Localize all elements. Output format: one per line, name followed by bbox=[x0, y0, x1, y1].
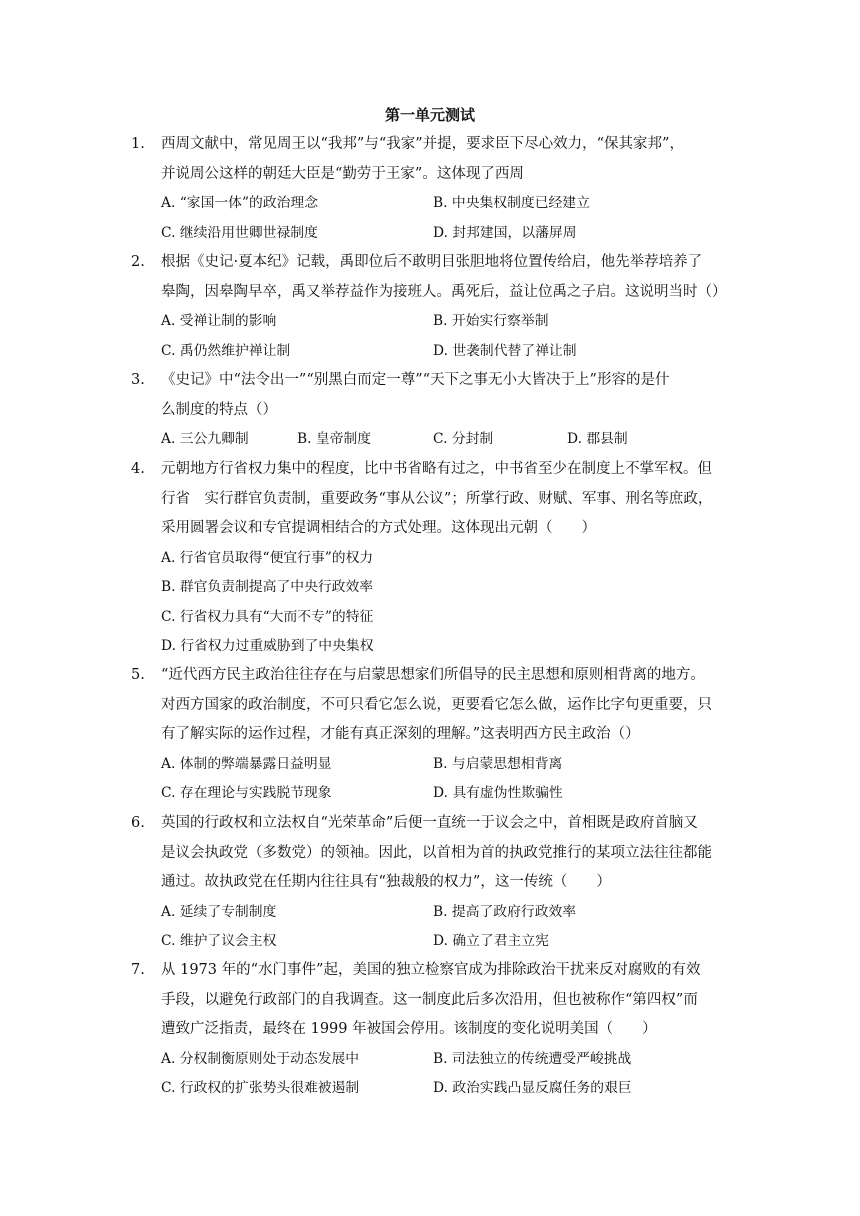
option-d: D. 世袭制代替了禅让制 bbox=[433, 342, 577, 359]
option-d: D. 郡县制 bbox=[567, 431, 628, 447]
question-line: 根据《史记·夏本纪》记载，禹即位后不敢明目张胆地将位置传给启，他先举荐培养了 bbox=[161, 254, 703, 270]
question-number: 5. bbox=[131, 667, 145, 683]
option-d: D. 确立了君主立宪 bbox=[433, 933, 549, 949]
question-line: 行省 实行群官负责制，重要政务“事从公议”；所掌行政、财赋、军事、刑名等庶政， bbox=[161, 490, 713, 507]
option-b: B. 开始实行察举制 bbox=[433, 313, 549, 329]
question-line: 《史记》中“法令出一”“别黑白而定一尊”“天下之事无小大皆决于上”形容的是什 bbox=[161, 372, 670, 388]
question-number: 7. bbox=[131, 962, 145, 978]
question-line: 通过。故执政党在任期内往往具有“独裁般的权力”，这一传统（ ） bbox=[161, 874, 611, 890]
question-line: 皋陶，因皋陶早卒，禹又举荐益作为接班人。禹死后，益让位禹之子启。这说明当时（） bbox=[161, 283, 727, 300]
question-number: 1. bbox=[131, 136, 145, 152]
option-a: A. 行省官员取得“便宜行事”的权力 bbox=[161, 549, 374, 566]
question-line: 有了解实际的运作过程，才能有真正深刻的理解。”这表明西方民主政治（） bbox=[161, 726, 640, 742]
option-d: D. 封邦建国，以藩屏周 bbox=[433, 224, 577, 241]
question-line: 手段，以避免行政部门的自我调查。这一制度此后多次沿用，但也被称作“第四权”而 bbox=[161, 991, 698, 1008]
option-c: C. 继续沿用世卿世禄制度 bbox=[161, 224, 318, 241]
option-b: B. 群官负责制提高了中央行政效率 bbox=[161, 579, 374, 595]
option-b: B. 中央集权制度已经建立 bbox=[433, 195, 590, 211]
question-line: “近代西方民主政治往往存在与启蒙思想家们所倡导的民主思想和原则相背离的地方。 bbox=[161, 667, 705, 683]
question-line: 采用圆署会议和专官提调相结合的方式处理。这体现出元朝（ ） bbox=[161, 520, 596, 536]
option-c: C. 分封制 bbox=[433, 431, 494, 447]
question-line: 是议会执政党（多数党）的领袖。因此，以首相为首的执政党推行的某项立法往往都能 bbox=[161, 844, 712, 861]
option-c: C. 维护了议会主权 bbox=[161, 933, 277, 949]
option-d: D. 具有虚伪性欺骗性 bbox=[433, 785, 563, 801]
question-number: 6. bbox=[131, 815, 145, 831]
question-line: 遭致广泛指责，最终在 1999 年被国会停用。该制度的变化说明美国（ ） bbox=[161, 1021, 657, 1037]
question-line: 西周文献中，常见周王以“我邦”与“我家”并提，要求臣下尽心效力，“保其家邦”， bbox=[161, 136, 684, 152]
option-d: D. 政治实践凸显反腐任务的艰巨 bbox=[433, 1080, 632, 1096]
question-line: 么制度的特点（） bbox=[161, 401, 277, 418]
option-c: C. 行省权力具有“大而不专”的特征 bbox=[161, 608, 374, 625]
option-a: A. 延续了专制制度 bbox=[161, 903, 277, 920]
question-number: 2. bbox=[131, 254, 145, 270]
question-line: 并说周公这样的朝廷大臣是“勤劳于王家”。这体现了西周 bbox=[161, 165, 524, 182]
option-b: B. 提高了政府行政效率 bbox=[433, 903, 577, 920]
question-line: 对西方国家的政治制度，不可只看它怎么说，更要看它怎么做，运作比字句更重要，只 bbox=[161, 696, 712, 713]
option-a: A. 分权制衡原则处于动态发展中 bbox=[161, 1050, 360, 1067]
option-c: C. 行政权的扩张势头很难被遏制 bbox=[161, 1080, 360, 1096]
option-a: A. 受禅让制的影响 bbox=[161, 313, 277, 329]
question-line: 从 1973 年的“水门事件”起，美国的独立检察官成为排除政治干扰来反对腐败的有效 bbox=[161, 962, 701, 978]
option-c: C. 存在理论与实践脱节现象 bbox=[161, 785, 332, 801]
option-a: A. 三公九卿制 bbox=[161, 431, 249, 447]
question-line: 元朝地方行省权力集中的程度，比中书省略有过之，中书省至少在制度上不掌军权。但 bbox=[161, 461, 712, 477]
option-b: B. 与启蒙思想相背离 bbox=[433, 755, 563, 772]
page-title: 第一单元测试 bbox=[384, 106, 475, 124]
option-b: B. 皇帝制度 bbox=[297, 431, 372, 447]
question-line: 英国的行政权和立法权自“光荣革命”后便一直统一于议会之中，首相既是政府首脑又 bbox=[161, 815, 698, 831]
question-number: 4. bbox=[131, 461, 145, 477]
option-d: D. 行省权力过重威胁到了中央集权 bbox=[161, 638, 374, 654]
option-a: A. “家国一体”的政治理念 bbox=[161, 195, 319, 211]
option-c: C. 禹仍然维护禅让制 bbox=[161, 342, 291, 359]
question-number: 3. bbox=[131, 372, 145, 388]
option-b: B. 司法独立的传统遭受严峻挑战 bbox=[433, 1050, 632, 1067]
option-a: A. 体制的弊端暴露日益明显 bbox=[161, 755, 332, 772]
